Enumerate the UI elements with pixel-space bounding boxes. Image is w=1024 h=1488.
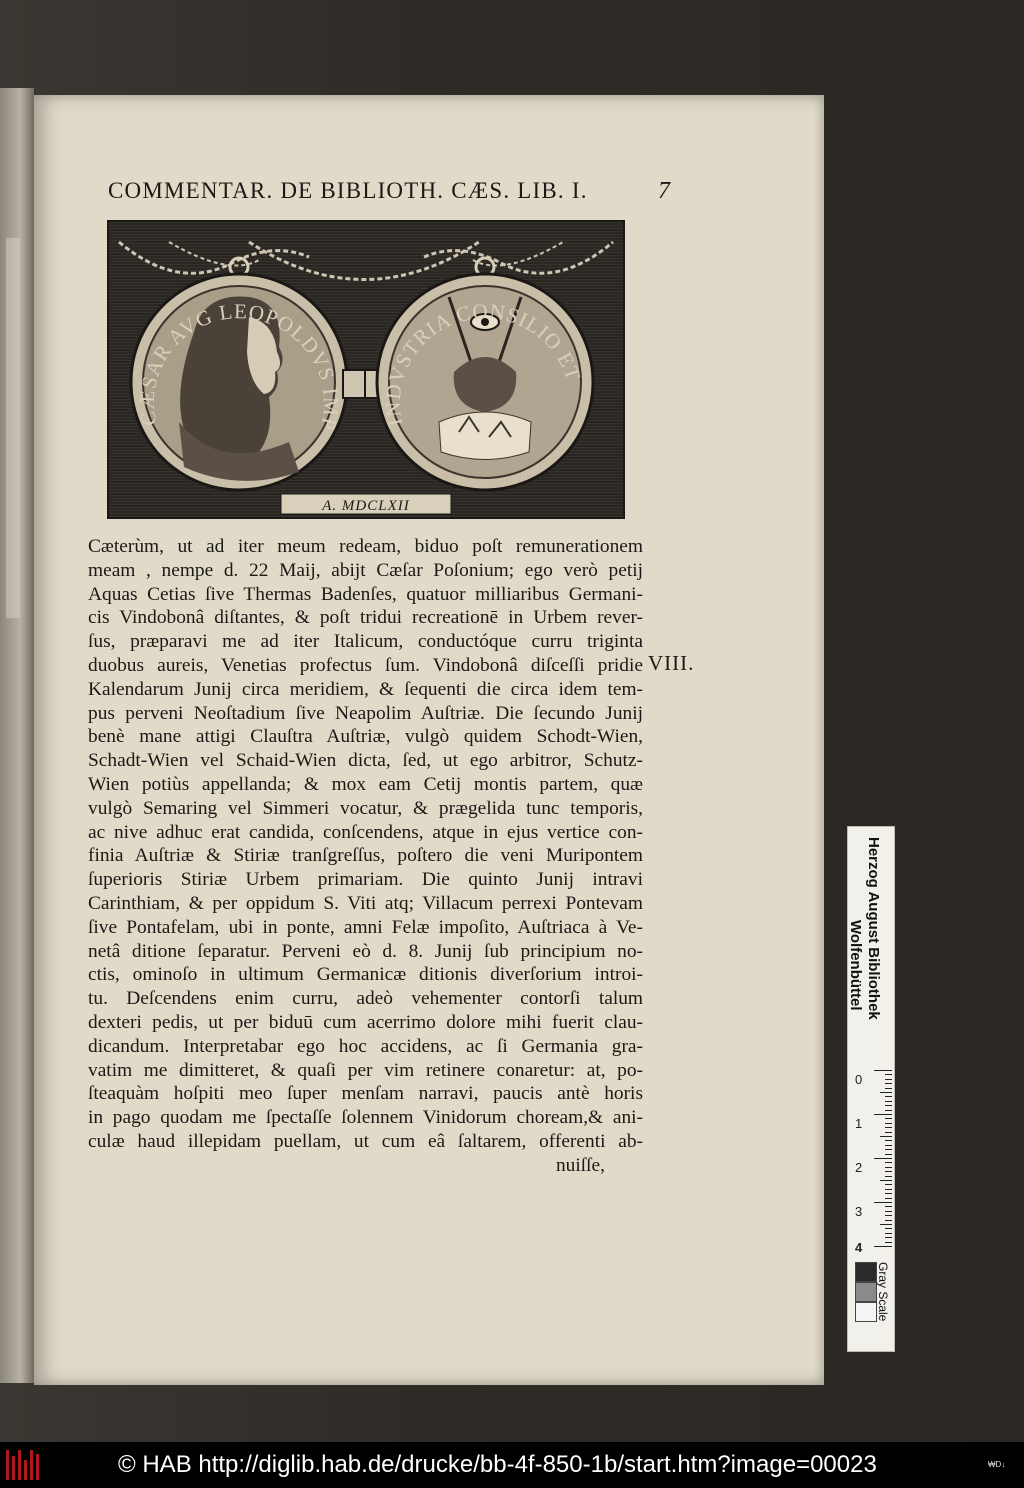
margin-note: VIII. — [648, 651, 695, 675]
text-line: in pago quodam me ſpectaſſe ſolennem Vinidorum choream,& ani- — [88, 1107, 643, 1129]
text-line: pus perveni Neoſtadium ſive Neapolim Auſtriæ. Die ſecundo Junij — [88, 702, 643, 724]
chain-festoon-left — [119, 242, 309, 273]
text-line: benè mane attigi Clauſtra Auſtriæ, vulgò quidem Schodt-Wien, — [88, 726, 643, 748]
ruler-tick — [885, 1189, 892, 1190]
ruler-tick — [874, 1114, 892, 1115]
ruler-tick — [874, 1202, 892, 1203]
ruler-tick — [885, 1193, 892, 1194]
text-line-catchword: nuiſſe, — [555, 1154, 605, 1176]
ruler-tick — [885, 1176, 892, 1177]
ruler-tick — [885, 1237, 892, 1238]
body-text — [88, 535, 643, 1178]
ruler-tick — [885, 1096, 892, 1097]
ruler-tick — [885, 1149, 892, 1150]
left-medal-legend: CÆSAR AVG LEOPOLDVS IMP — [134, 299, 344, 434]
ruler-tick — [885, 1198, 892, 1199]
ruler-tick — [874, 1246, 892, 1247]
text-line: tu. Deſcendens enim curru, adeò vehementer contorſi talum — [88, 988, 643, 1010]
text-line: ſuperioris Stiriæ Urbem primariam. Die quinto Junij intravi — [88, 869, 643, 891]
ruler-tick — [885, 1127, 892, 1128]
hab-logo-icon — [6, 1450, 44, 1480]
ruler-tick — [885, 1233, 892, 1234]
right-medal-legend: INDVSTRIA CONSILIO ET — [380, 298, 586, 429]
ruler-tick — [880, 1092, 892, 1093]
text-line: Aquas Cetias ſive Thermas Badenſes, quatuor milliaribus Germani- — [88, 583, 643, 605]
text-line: ſive Pontafelam, ubi in ponte, amni Felæ impoſito, Auſtriaca à Ve- — [88, 916, 643, 938]
date-plate-text: A. MDCLXII — [322, 498, 410, 514]
text-line: Cæterùm, ut ad iter meum redeam, biduo poſt remunerationem — [88, 536, 643, 557]
gray-scale-label: Gray Scale — [876, 1262, 890, 1322]
previous-page-edge — [0, 88, 34, 1383]
text-line: duobus aureis, Venetias profectus ſum. Vindobonâ diſceſſi pridie — [88, 654, 643, 676]
text-line: ac nive adhuc erat candida, conſcendens, atque in ejus vertice con- — [88, 821, 643, 843]
ruler-tick — [885, 1088, 892, 1089]
ruler-tick — [880, 1136, 892, 1137]
ruler-tick — [885, 1079, 892, 1080]
ruler-ticks — [872, 1070, 892, 1260]
text-line: ctis, ominoſo in ultimum Germanicæ ditionis diverſorium introi- — [88, 964, 643, 986]
ruler-tick — [885, 1171, 892, 1172]
ruler-tick — [885, 1132, 892, 1133]
ruler-tick — [885, 1215, 892, 1216]
footer-bar — [0, 1442, 1024, 1488]
chain-festoon-right — [424, 242, 613, 273]
text-line: ſteaquàm hoſpiti meo ſuper menſam narravi, paucis antè horis — [88, 1083, 643, 1105]
ruler-tick — [880, 1224, 892, 1225]
text-line: Carinthiam, & per oppidum S. Viti atq; Villacum perrexi Pontevam — [88, 892, 643, 914]
running-title: COMMENTAR. DE BIBLIOTH. CÆS. LIB. I. — [108, 178, 588, 203]
chain-festoon-center — [249, 242, 479, 280]
text-line: dicandum. Interpretabar ego hoc accidens, ac ſi Germania gra- — [88, 1035, 643, 1057]
ruler-tick — [885, 1123, 892, 1124]
ruler-tick — [885, 1105, 892, 1106]
text-line: culæ haud illepidam puellam, ut cum eâ ſaltarem, offerenti ab- — [88, 1130, 643, 1152]
medal-engraving — [107, 220, 625, 519]
text-line: vatim me dimitteret, & quaſi per vim retinere conaretur: at, po- — [88, 1059, 643, 1081]
tick-label-3: 3 — [855, 1204, 863, 1219]
ruler-tick — [885, 1154, 892, 1155]
tick-label-1: 1 — [855, 1116, 863, 1131]
gray-swatch-light — [855, 1302, 877, 1322]
ruler-tick — [885, 1228, 892, 1229]
text-line: finia Auſtriæ & Stiriæ tranſgreſſus, poſtero die veni Muripontem — [88, 845, 643, 867]
text-line: vulgò Semaring vel Simmeri vocatur, & prægelida tunc temporis, — [88, 797, 643, 819]
ruler-tick — [885, 1184, 892, 1185]
text-line: Schadt-Wien vel Schaid-Wien dicta, ſed, ut ego arbitror, Schutz- — [88, 750, 643, 772]
text-line: netâ ditione ſeparatur. Perveni eò d. 8. Junij ſub principium no- — [88, 940, 643, 962]
ruler-tick — [885, 1206, 892, 1207]
text-line: meam , nempe d. 22 Maij, abijt Cæſar Poſonium; ego verò petij — [88, 559, 643, 581]
ruler-tick — [885, 1074, 892, 1075]
footer-mini-text: ₩D↓ — [988, 1460, 1006, 1469]
ruler-tick — [885, 1101, 892, 1102]
copyright-url[interactable]: © HAB http://diglib.hab.de/drucke/bb-4f-850-1b/start.htm?image=00023 — [118, 1451, 877, 1478]
ruler-tick — [885, 1140, 892, 1141]
tick-label-0: 0 — [855, 1072, 863, 1087]
text-line: ſus, præparavi me ad iter Italicum, conductóque curru triginta — [88, 631, 643, 653]
ruler-tick — [885, 1162, 892, 1163]
ruler-tick — [885, 1083, 892, 1084]
text-line: cis Vindobonâ diſtantes, & poſt tridui recreationē in Urbem rever- — [88, 607, 643, 629]
gray-scale-swatches — [855, 1262, 877, 1324]
text-line: dexteri pedis, ut per biduū cum acerrimo dolore mihi fuerit clau- — [88, 1011, 643, 1033]
ruler-tick — [885, 1242, 892, 1243]
tick-label-2: 2 — [855, 1160, 863, 1175]
ruler-city: Wolfenbüttel — [847, 920, 864, 1011]
text-line: Kalendarum Junij circa meridiem, & ſequenti die circa idem tem- — [88, 678, 643, 700]
gray-swatch-mid — [855, 1282, 877, 1302]
tick-label-4: 4 — [855, 1240, 863, 1255]
ruler-tick — [880, 1180, 892, 1181]
ruler-tick — [885, 1220, 892, 1221]
page-number: 7 — [658, 178, 670, 204]
ruler-tick — [885, 1167, 892, 1168]
ruler-tick — [874, 1158, 892, 1159]
ruler-tick — [885, 1145, 892, 1146]
ruler-tick — [885, 1118, 892, 1119]
ruler-tick — [885, 1211, 892, 1212]
ruler-tick — [874, 1070, 892, 1071]
ruler-library-name: Herzog August Bibliothek — [865, 837, 882, 1020]
text-line: Wien potiùs appellanda; & mox eam Cetij montis partem, quæ — [88, 773, 643, 795]
gray-swatch-dark — [855, 1262, 877, 1282]
ruler-tick — [885, 1110, 892, 1111]
